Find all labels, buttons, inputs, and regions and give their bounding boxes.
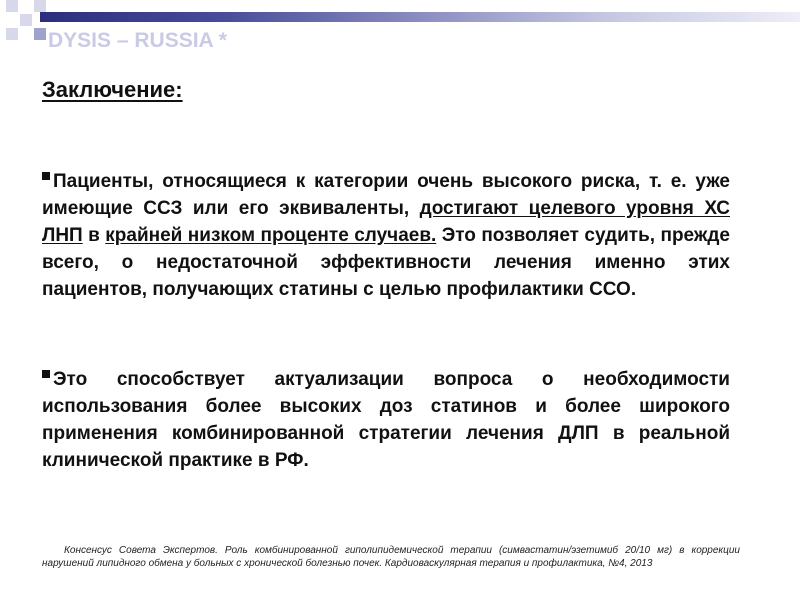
footnote-reference: Консенсус Совета Экспертов. Роль комбинированной гиполипидемической терапии (симвастатин/эзетимиб 20/10 мг) в коррекции нарушений липидного обмена у больных с хронической болезнью почек. Кардиоваскулярная терапия и профилактика, №4, 2013 (42, 545, 740, 569)
header-band (0, 0, 800, 56)
bullet-1-text-part-3: в (82, 225, 106, 246)
header-title: DYSIS – RUSSIA * (48, 29, 227, 52)
square-bullet-icon (42, 172, 50, 180)
section-heading: Заключение: (42, 77, 183, 102)
bullet-item-2 (42, 366, 730, 474)
header-gradient-bar (40, 12, 800, 22)
bullet-1-text-part-1: Пациенты, относящиеся к категории очень высокого риска, т. е. уже имеющие ССЗ или его эквиваленты, (42, 171, 730, 219)
bullet-1-underlined-target: достигают целевого уровня ХС ЛНП (42, 198, 730, 246)
bullet-item-1 (42, 168, 730, 303)
bullet-1-underlined-percent: крайней низком проценте случаев. (105, 225, 437, 246)
bullet-1-text-part-5: Это позволяет судить, прежде всего, о недостаточной эффективности лечения именно этих пациентов, получающих статины с целью профилактики ССО. (42, 225, 730, 300)
square-bullet-icon (42, 370, 50, 378)
bullet-2-text: Это способствует актуализации вопроса о необходимости использования более высоких доз статинов и более широкого применения комбинированной стратегии лечения ДЛП в реальной клинической практике в РФ. (42, 369, 730, 471)
